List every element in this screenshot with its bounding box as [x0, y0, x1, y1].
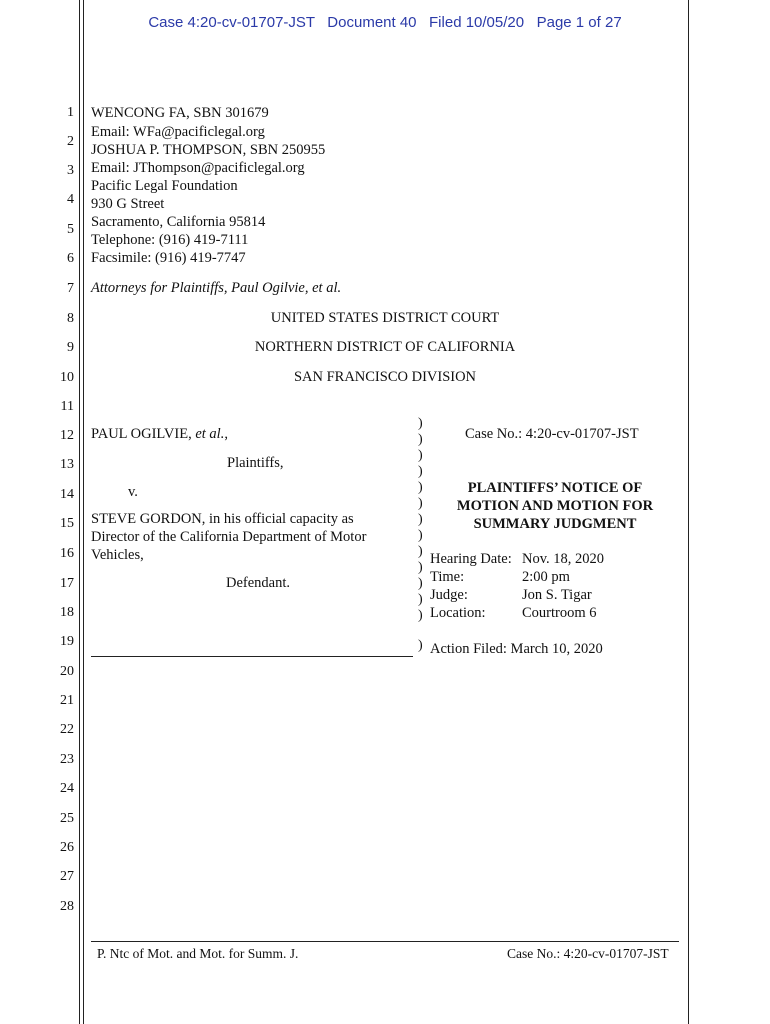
counsel-line: JOSHUA P. THOMPSON, SBN 250955: [91, 142, 326, 158]
counsel-line: WENCONG FA, SBN 301679: [91, 105, 269, 121]
defendant-label: Defendant.: [226, 575, 291, 591]
footer-short-title: P. Ntc of Mot. and Mot. for Summ. J.: [97, 946, 299, 961]
line-number: 25: [60, 811, 74, 826]
footer-case-number: Case No.: 4:20-cv-01707-JST: [507, 946, 669, 961]
line-number: 19: [60, 634, 74, 649]
caption-paren: ): [418, 432, 423, 447]
line-number: 1: [67, 105, 74, 120]
plaintiff-name: PAUL OGILVIE, et al.,: [91, 426, 228, 442]
line-number: 9: [67, 340, 74, 355]
caption-rule: [91, 656, 413, 657]
caption-paren: ): [418, 512, 423, 527]
counsel-line: Facsimile: (916) 419-7747: [91, 250, 246, 266]
line-number: 5: [67, 222, 74, 237]
time-value: 2:00 pm: [522, 569, 570, 585]
location-label: Location:: [430, 605, 486, 621]
line-number: 16: [60, 546, 74, 561]
line-number: 10: [60, 370, 74, 385]
left-margin-rule-inner: [83, 0, 84, 1024]
judge-value: Jon S. Tigar: [522, 587, 592, 603]
caption-paren: ): [418, 608, 423, 623]
motion-title-line: PLAINTIFFS’ NOTICE OF: [467, 480, 643, 496]
caption-paren: ): [418, 638, 423, 653]
counsel-line: Sacramento, California 95814: [91, 214, 266, 230]
line-number: 21: [60, 693, 74, 708]
line-number: 2: [67, 134, 74, 149]
counsel-line: Email: WFa@pacificlegal.org: [91, 124, 265, 140]
footer-rule: [91, 941, 679, 942]
case-number: Case No.: 4:20-cv-01707-JST: [465, 426, 639, 442]
location-value: Courtroom 6: [522, 605, 597, 621]
caption-paren: ): [418, 576, 423, 591]
defendant-line: Vehicles,: [91, 547, 144, 563]
attorneys-for: Attorneys for Plaintiffs, Paul Ogilvie, et al.: [91, 280, 342, 296]
left-margin-rule-outer: [79, 0, 80, 1024]
versus: v.: [128, 484, 138, 500]
line-number: 22: [60, 722, 74, 737]
counsel-line: Pacific Legal Foundation: [91, 178, 238, 194]
plaintiffs-label: Plaintiffs,: [227, 455, 284, 471]
line-number: 23: [60, 752, 74, 767]
motion-title: [440, 479, 670, 533]
caption-paren: ): [418, 496, 423, 511]
line-number: 28: [60, 899, 74, 914]
motion-title-line: SUMMARY JUDGMENT: [473, 516, 637, 532]
caption-paren: ): [418, 544, 423, 559]
defendant-line: Director of the California Department of Motor: [91, 529, 367, 545]
line-number: 4: [67, 192, 74, 207]
caption-paren: ): [418, 560, 423, 575]
caption-paren: ): [418, 592, 423, 607]
caption-paren: ): [418, 464, 423, 479]
line-number: 11: [60, 399, 74, 414]
line-number: 7: [67, 281, 74, 296]
line-number: 15: [60, 516, 74, 531]
defendant-line: STEVE GORDON, in his official capacity as: [91, 511, 354, 527]
line-number: 24: [60, 781, 74, 796]
right-margin-rule: [688, 0, 689, 1024]
line-number: 6: [67, 251, 74, 266]
counsel-line: Email: JThompson@pacificlegal.org: [91, 160, 305, 176]
hearing-date-label: Hearing Date:: [430, 551, 512, 567]
line-number: 13: [60, 457, 74, 472]
judge-label: Judge:: [430, 587, 468, 603]
caption-paren: ): [418, 416, 423, 431]
motion-title-line: MOTION AND MOTION FOR: [456, 498, 654, 514]
counsel-line: 930 G Street: [91, 196, 165, 212]
line-number: 8: [67, 311, 74, 326]
line-number: 20: [60, 664, 74, 679]
hearing-date-value: Nov. 18, 2020: [522, 551, 605, 567]
action-filed: Action Filed: March 10, 2020: [430, 641, 603, 657]
line-number: 17: [60, 576, 74, 591]
line-number: 12: [60, 428, 74, 443]
court-division: SAN FRANCISCO DIVISION: [293, 369, 477, 385]
line-number: 3: [67, 163, 74, 178]
line-number: 26: [60, 840, 74, 855]
line-number: 27: [60, 869, 74, 884]
line-number: 14: [60, 487, 74, 502]
caption-paren: ): [418, 528, 423, 543]
caption-paren: ): [418, 480, 423, 495]
court-district: NORTHERN DISTRICT OF CALIFORNIA: [254, 339, 516, 355]
court-name: UNITED STATES DISTRICT COURT: [270, 310, 500, 326]
line-number: 18: [60, 605, 74, 620]
time-label: Time:: [430, 569, 465, 585]
counsel-line: Telephone: (916) 419-7111: [91, 232, 249, 248]
caption-paren: ): [418, 448, 423, 463]
court-filing-stamp: Case 4:20-cv-01707-JST Document 40 Filed 10/05/20 Page 1 of 27: [148, 14, 622, 31]
